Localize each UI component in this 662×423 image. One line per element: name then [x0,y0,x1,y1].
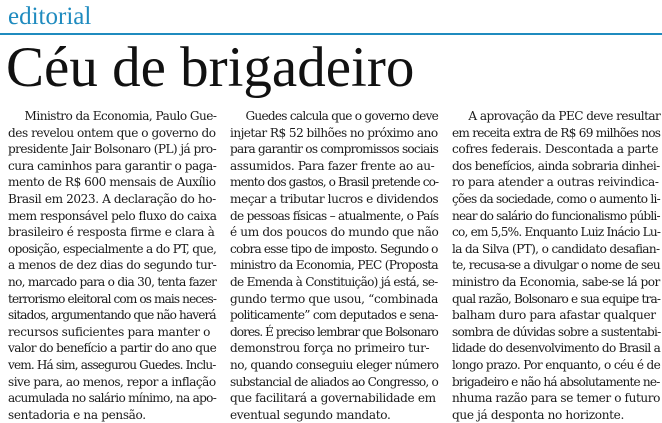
text-line: lidade do desenvolvimento do Brasil a [452,341,661,356]
text-line: presidente Jair Bolsonaro (PL) já pro- [8,142,217,157]
text-line: dores. É preciso lembrar que Bolsonaro [230,324,438,339]
text-line: mento dos gastos, o Brasil pretende co- [230,175,439,190]
text-line: sombra de dúvidas sobre a sustentabi- [452,324,661,339]
text-line: co, em 5,5%. Enquanto Luiz Inácio Lu- [452,225,661,240]
text-line: a menos de dez dias do segundo tur- [8,258,217,273]
text-line: ro para atender a outras reivindica- [452,175,659,190]
text-line: de Emenda à Constituição) já está, se- [230,274,438,289]
section-label: editorial [8,3,92,30]
text-line: que facilitará a governabilidade em [230,391,436,406]
text-line: injetar R$ 52 bilhões no próximo ano [230,125,438,140]
text-line: ministro da Economia, PEC (Proposta [230,258,438,273]
text-line: A aprovação da PEC deve resultar [452,109,661,123]
text-line: valor do benefício a partir do ano que [8,341,217,356]
text-line: ministro da Economia, sabe-se lá por [452,274,660,289]
text-line: acumulada no salário mínimo, na apo- [8,391,217,406]
text-line: substancial de aliados ao Congresso, o [230,374,439,389]
text-line: meçar a tributar lucros e dividendos [230,191,439,206]
headline: Céu de brigadeiro [6,36,415,99]
article-column-2 [230,108,438,423]
text-line: ções da sociedade, como o aumento li- [452,191,660,206]
text-line: assumidos. Para fazer frente ao au- [230,158,435,173]
text-line: Brasil em 2023. A declaração do ho- [8,191,216,206]
text-line: que já desponta no horizonte. [452,407,624,422]
text-line: politicamente” com deputados e sena- [230,308,438,323]
text-line: de pessoas físicas – atualmente, o País [230,208,439,223]
text-line: mem responsável pelo fluxo do caixa [8,208,217,223]
text-line: Ministro da Economia, Paulo Gue- [8,109,217,123]
text-line: des revelou ontem que o governo do [8,125,216,140]
text-line: balham duro para afastar qualquer [452,308,656,323]
text-line: sentadoria e na pensão. [8,407,146,422]
article-column-1 [8,108,216,423]
text-line: brigadeiro e não há absolutamente ne- [452,374,660,389]
text-line: terrorismo eleitoral com os mais neces- [8,291,217,306]
text-line: near do salário do funcionalismo públi- [452,208,660,223]
text-line: qual razão, Bolsonaro e sua equipe tra- [452,291,661,306]
text-line: no, quando conseguiu eleger número [230,357,439,372]
text-line: gundo termo que usou, “combinada [230,291,438,306]
text-line: la da Silva (PT), o candidato desafian- [452,241,660,256]
text-line: sive para, ao menos, repor a inflação [8,374,216,389]
text-line: nhuma razão para se temer o futuro [452,391,661,406]
text-line: cobra esse tipo de imposto. Segundo o [230,241,438,256]
text-line: oposição, especialmente a do PT, que, [8,241,217,256]
text-line: no, marcado para o dia 30, tenta fazer [8,274,217,289]
text-line: recursos suficientes para manter o [8,324,211,339]
text-line: te, recusa-se a divulgar o nome de seu [452,258,660,273]
text-line: dos benefícios, ainda sobraria dinhei- [452,158,660,173]
article-column-3 [452,108,660,423]
text-line: vem. Há sim, assegurou Guedes. Inclu- [8,357,216,372]
text-line: cofres federais. Descontada a parte [452,142,659,157]
text-line: é um dos poucos do mundo que não [230,225,439,240]
text-line: mento de R$ 600 mensais de Auxílio [8,175,216,190]
section-rule [0,33,662,35]
text-line: em receita extra de R$ 69 milhões nos [452,125,661,140]
text-line: eventual segundo mandato. [230,407,391,422]
text-line: Guedes calcula que o governo deve [230,109,439,123]
text-line: longo prazo. Por enquanto, o céu é de [452,357,661,372]
text-line: para garantir os compromissos sociais [230,142,439,157]
text-line: demonstrou força no primeiro tur- [230,341,430,356]
text-line: cura caminhos para garantir o paga- [8,158,217,173]
text-line: brasileiro é resposta firme e clara à [8,225,215,240]
text-line: sitados, argumentando que não haverá [8,308,216,323]
